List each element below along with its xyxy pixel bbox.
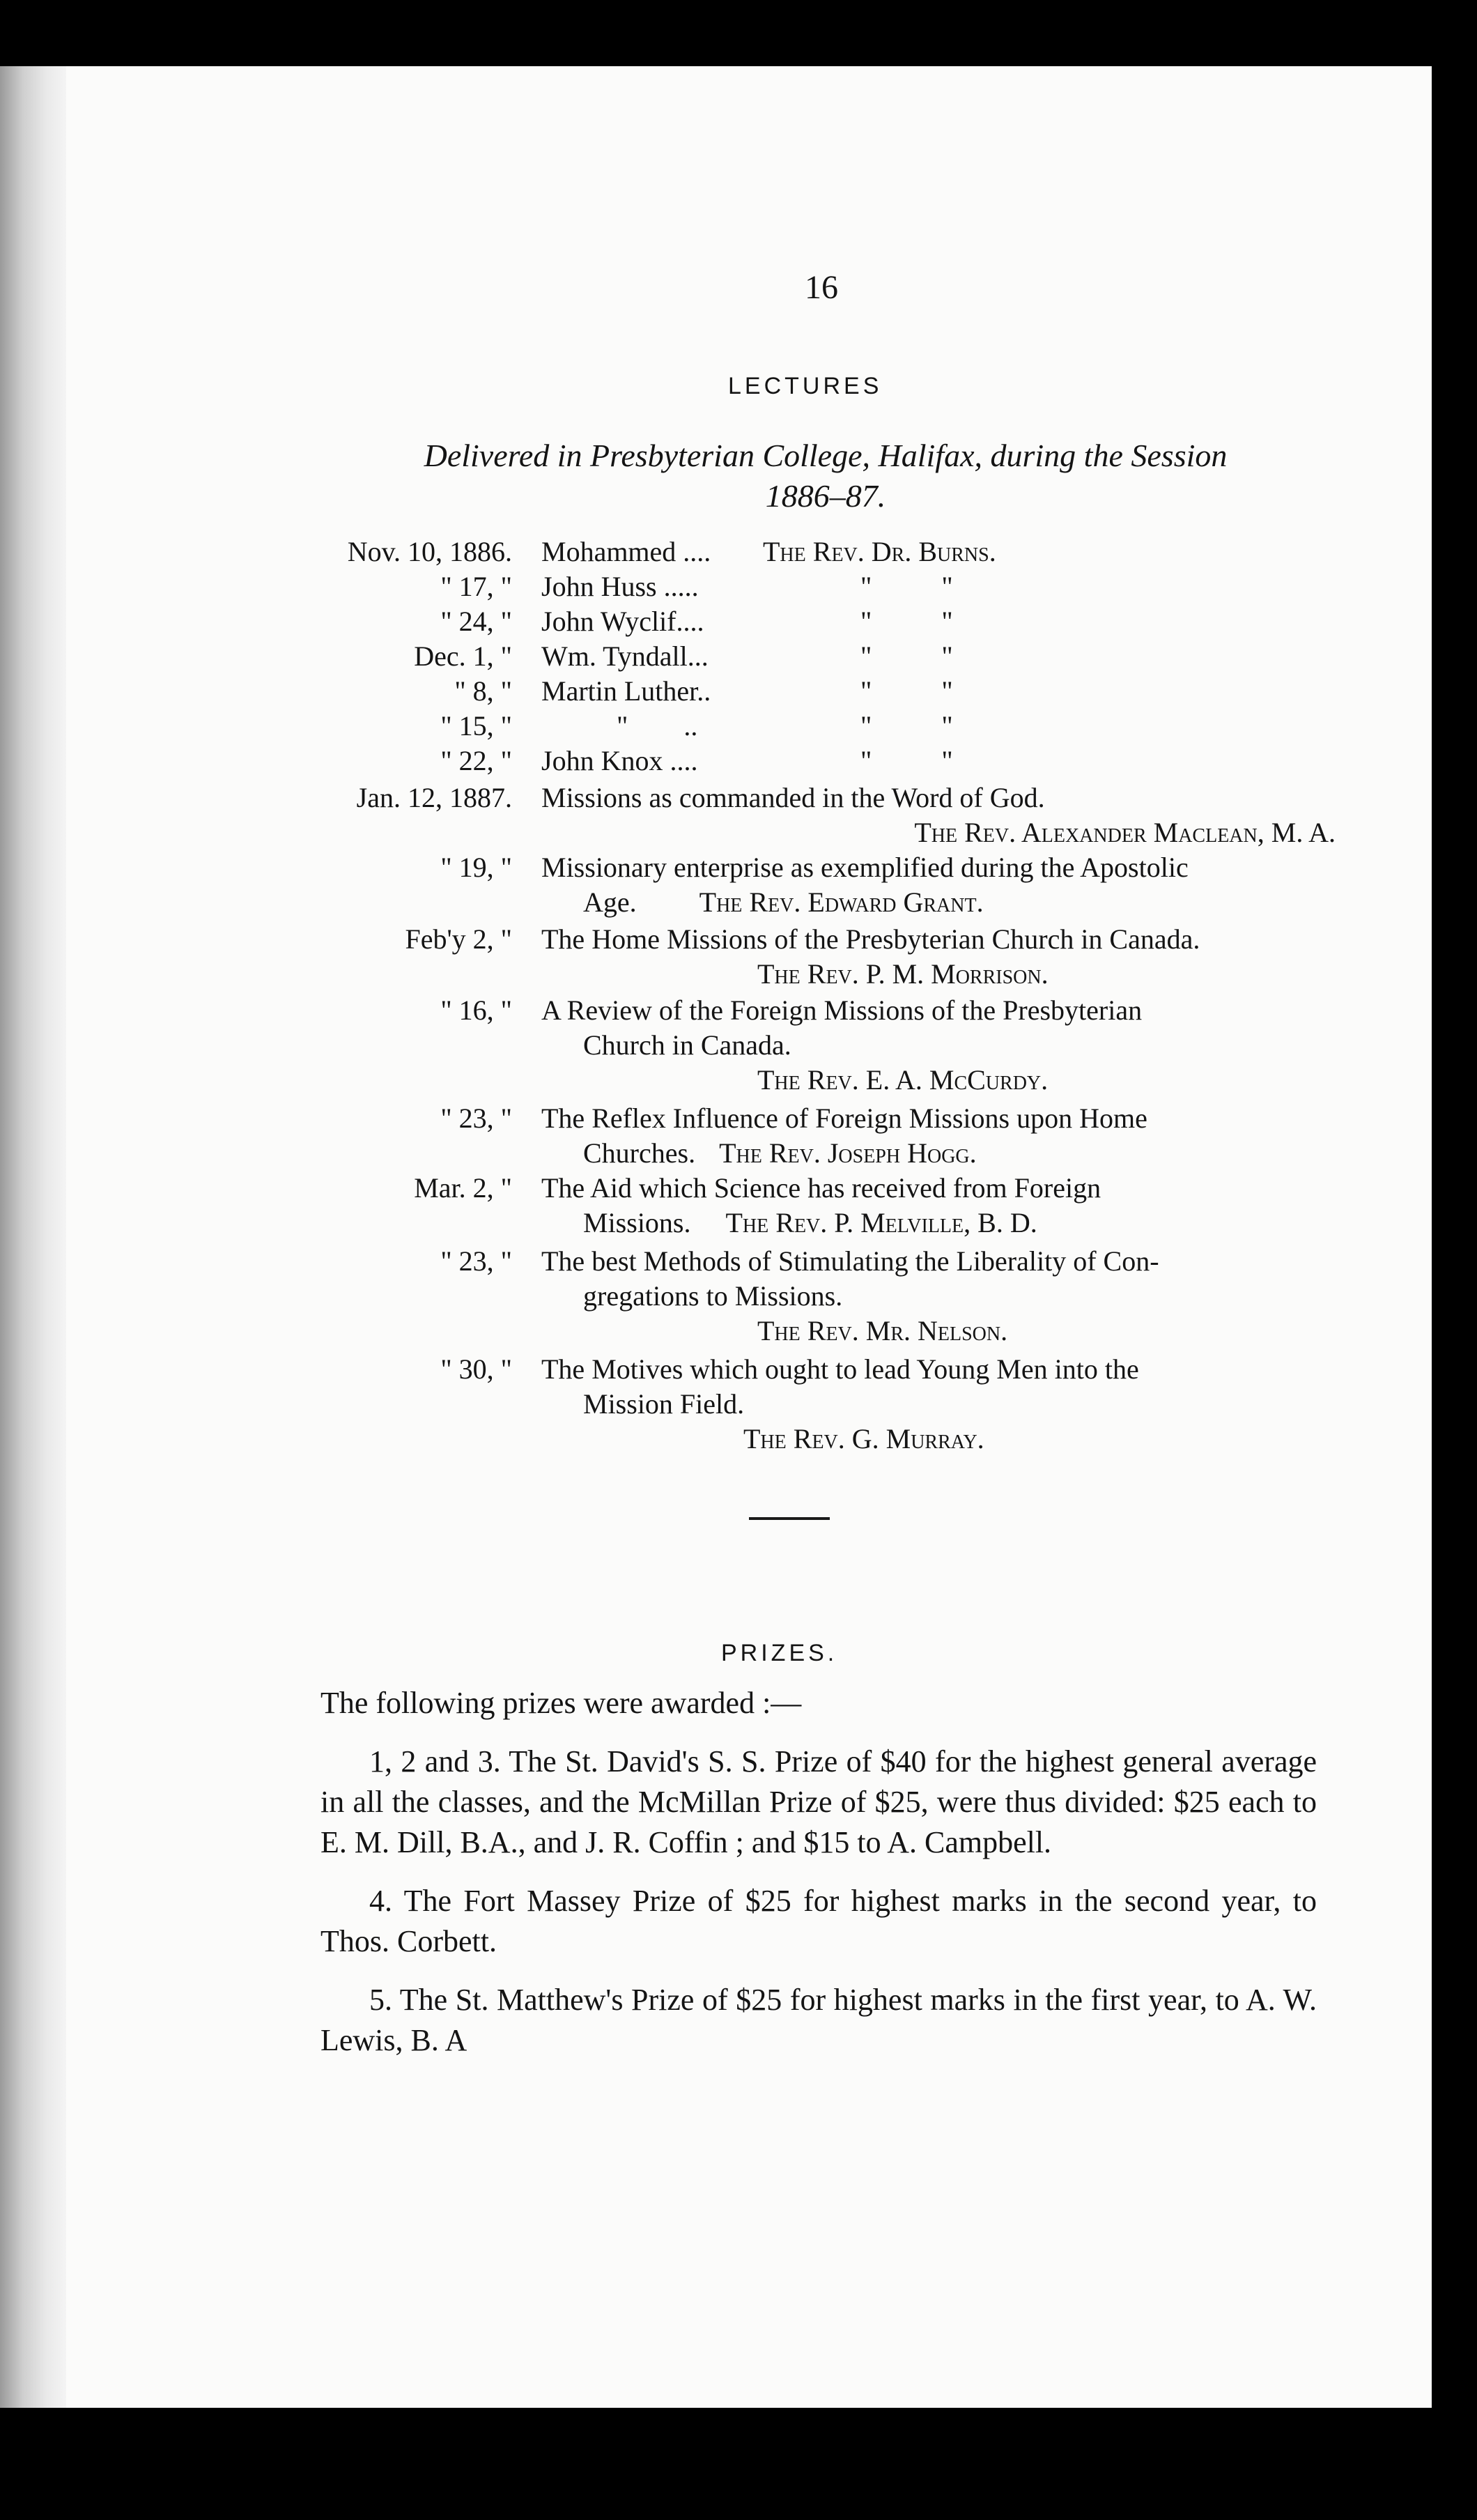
lecture-date: Jan. 12, 1887.: [356, 782, 512, 813]
lecture-entry: [541, 1352, 1336, 1457]
lecture-topic: The Reflex Influence of Foreign Missions upon Home: [541, 1102, 1147, 1134]
lecture-date: " 16, ": [440, 994, 512, 1026]
lecture-topic: Wm. Tyndall...: [541, 640, 709, 672]
lecture-topic-continued: [541, 1206, 1336, 1240]
lecture-date: " 19, ": [440, 852, 512, 883]
lecture-topic: John Knox ....: [541, 745, 698, 776]
lecture-row: [66, 674, 1432, 709]
lecture-lecturer: The Rev. Alexander Maclean, M. A.: [914, 817, 1336, 848]
lecture-date: " 22, ": [440, 745, 512, 776]
lecture-date: " 23, ": [440, 1245, 512, 1277]
lecture-topic-cont-text: Churches.: [583, 1137, 696, 1169]
lecture-topic: Mohammed ....: [541, 536, 711, 567]
lecture-row: [66, 535, 1432, 569]
lecture-lecturer: The Rev. Joseph Hogg.: [719, 1137, 977, 1169]
lecture-topic: Missions as commanded in the Word of God.: [541, 782, 1045, 813]
document-page: [66, 66, 1432, 2408]
lectures-heading: LECTURES: [728, 373, 883, 399]
lecture-topic-cont-text: gregations to Missions.: [583, 1280, 843, 1312]
lecture-topic: The Motives which ought to lead Young Men into the: [541, 1353, 1139, 1385]
lecture-topic: The Home Missions of the Presbyterian Church in Canada.: [541, 923, 1200, 955]
lecture-entry: [541, 1171, 1336, 1240]
lecture-lecturer: The Rev. E. A. McCurdy.: [757, 1064, 1049, 1096]
lecture-row: [66, 604, 1432, 639]
lecture-topic: John Huss .....: [541, 571, 699, 602]
subtitle-line-2: 1886–87.: [765, 478, 886, 514]
lecture-date: " 30, ": [440, 1353, 512, 1385]
lecture-date: " 24, ": [440, 606, 512, 637]
prize-item: 5. The St. Matthew's Prize of $25 for highest marks in the first year, to A. W. Lewis, B. A: [320, 1983, 1317, 2057]
lecture-date: " 8, ": [454, 675, 512, 707]
lecture-date: Mar. 2, ": [414, 1172, 512, 1204]
lecture-date: " 17, ": [440, 571, 512, 602]
lecture-lecturer-ditto: " ": [860, 606, 953, 637]
lecture-topic: John Wyclif....: [541, 606, 704, 637]
lecture-entry: [541, 1244, 1336, 1349]
lecture-date: " 15, ": [440, 710, 512, 742]
lecture-lecturer-ditto: " ": [860, 710, 953, 742]
lecture-entry: [541, 922, 1336, 992]
lecture-lecturer: The Rev. G. Murray.: [743, 1423, 984, 1454]
lecture-lecturer: The Rev. Dr. Burns.: [763, 536, 996, 567]
lecture-topic: A Review of the Foreign Missions of the Presbyterian: [541, 994, 1143, 1026]
prizes-body: [320, 1683, 1317, 2061]
lecture-entry: [541, 850, 1336, 920]
lecture-topic: The Aid which Science has received from Foreign: [541, 1172, 1101, 1204]
lectures-subtitle: [296, 436, 1355, 516]
lecture-lecturer-ditto: " ": [860, 571, 953, 602]
lecture-date: Nov. 10, 1886.: [347, 536, 512, 567]
lecture-row: [66, 744, 1432, 778]
lecture-row: [66, 639, 1432, 674]
lecture-row: [66, 569, 1432, 604]
lecture-lecturer-ditto: " ": [860, 745, 953, 776]
binding-edge: [0, 66, 66, 2408]
lecture-topic: " ..: [617, 710, 698, 742]
lecture-lecturer: The Rev. P. M. Morrison.: [757, 958, 1049, 990]
lecture-topic-continued: [541, 1136, 1336, 1171]
lecture-topic: The best Methods of Stimulating the Liberality of Con-: [541, 1245, 1159, 1277]
lecture-topic-cont-text: Church in Canada.: [583, 1029, 791, 1061]
lecture-topic-continued: [541, 885, 1336, 920]
lecture-date: Feb'y 2, ": [405, 923, 512, 955]
lecture-lecturer-ditto: " ": [860, 675, 953, 707]
lecture-topic-cont-text: Age.: [583, 886, 637, 918]
lecture-lecturer: The Rev. P. Melville, B. D.: [725, 1207, 1037, 1238]
lecture-topic-cont-text: Mission Field.: [583, 1388, 745, 1420]
page-number: 16: [805, 269, 838, 306]
lecture-entry: [541, 781, 1336, 850]
lecture-lecturer: The Rev. Mr. Nelson.: [757, 1315, 1008, 1346]
prize-item: 4. The Fort Massey Prize of $25 for highest marks in the second year, to Thos. Corbett.: [320, 1884, 1317, 1958]
prizes-heading: PRIZES.: [721, 1640, 838, 1666]
lecture-topic: Missionary enterprise as exemplified during the Apostolic: [541, 852, 1189, 883]
lecture-topic: Martin Luther..: [541, 675, 711, 707]
lecture-date: " 23, ": [440, 1102, 512, 1134]
lecture-row: [66, 709, 1432, 744]
lecture-lecturer: The Rev. Edward Grant.: [699, 886, 984, 918]
subtitle-line-1: Delivered in Presbyterian College, Halifax, during the Session: [424, 438, 1228, 473]
prize-item: 1, 2 and 3. The St. David's S. S. Prize of $40 for the highest general average in all the classes, and the McMillan Prize of $25, were thus divided: $25 each to E. M. Dill, B.A., and J. R. Coffin ; and $15 to A. Campbell.: [320, 1744, 1317, 1859]
lecture-date: Dec. 1, ": [414, 640, 512, 672]
lecture-entry: [541, 993, 1336, 1098]
section-divider: [749, 1517, 830, 1520]
lecture-topic-cont-text: Missions.: [583, 1207, 691, 1238]
lecture-lecturer-ditto: " ": [860, 640, 953, 672]
prizes-intro: The following prizes were awarded :—: [320, 1686, 802, 1720]
lecture-entry: [541, 1101, 1336, 1171]
